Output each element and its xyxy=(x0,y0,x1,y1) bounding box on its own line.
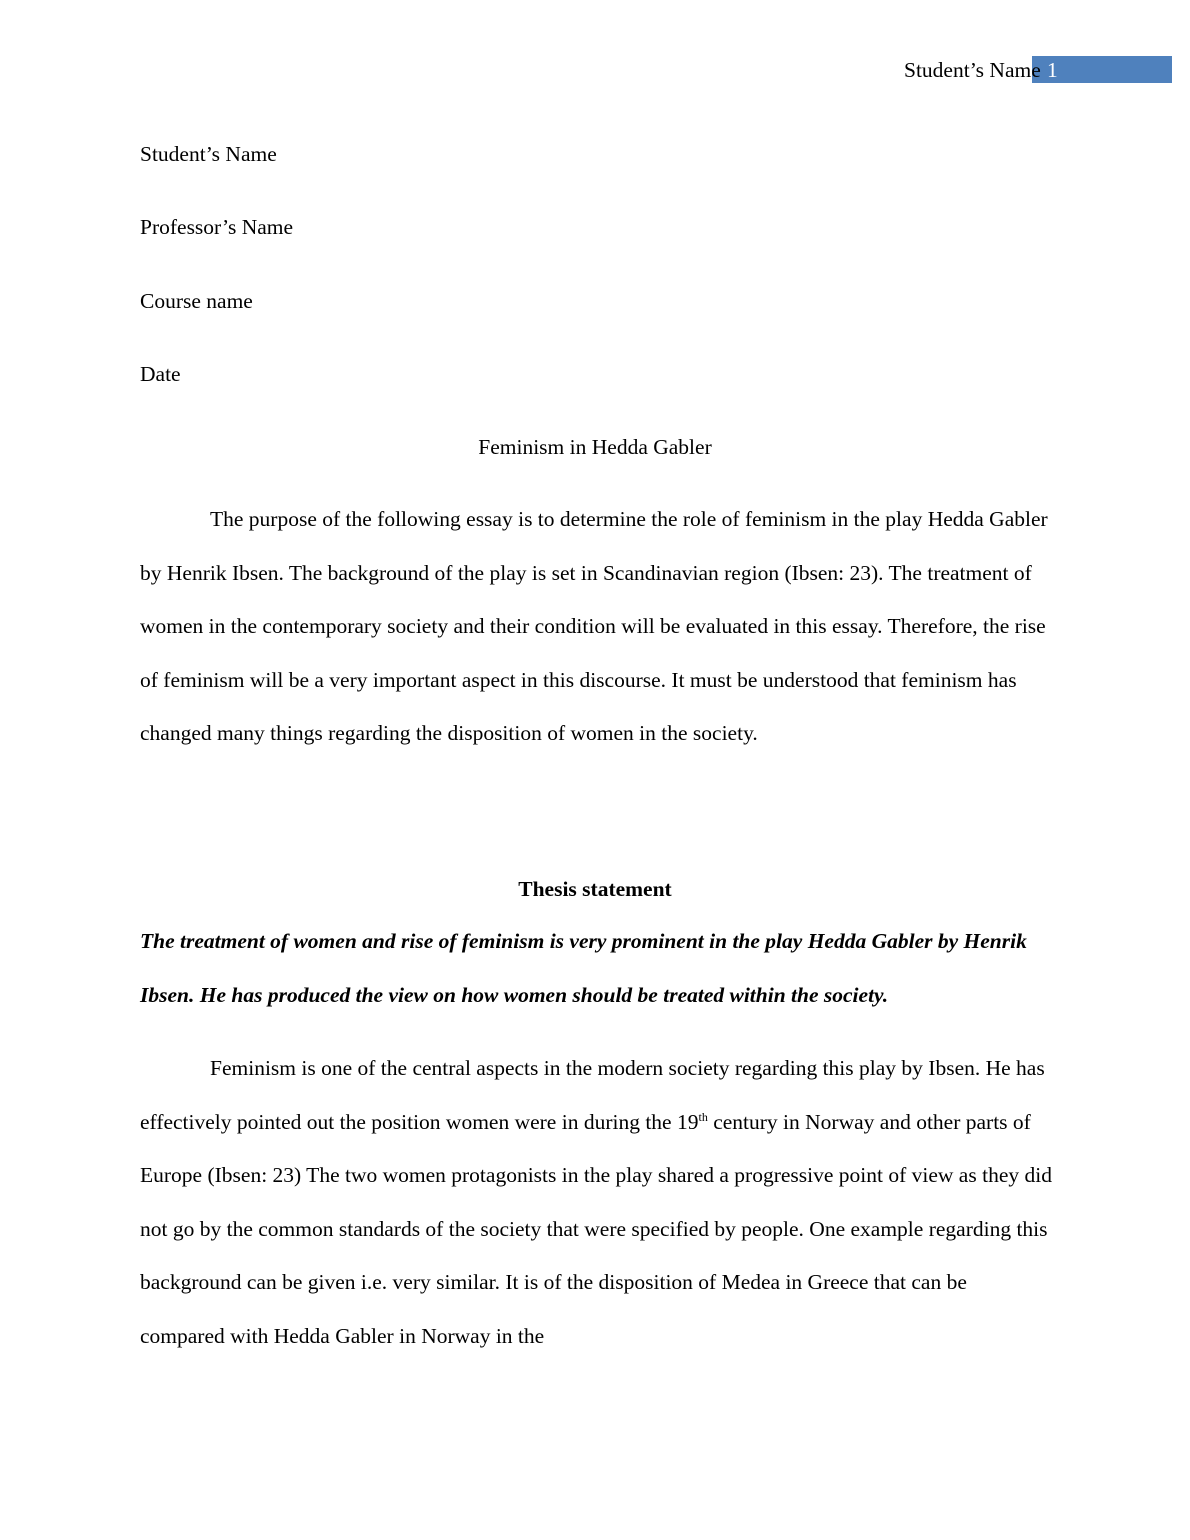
thesis-heading: Thesis statement xyxy=(518,877,672,901)
essay-title: Feminism in Hedda Gabler xyxy=(478,435,712,459)
body-paragraph-part2: century in Norway and other parts of Europe (Ibsen: 23) The two women protagonists in the play shared a progressive point of view as they did not go by the common standards of the society that were specified by people. One example regarding this background can be given i.e. very similar. It is of the disposition of Medea in Greece that can be compared with Hedda Gabler in Norway in the xyxy=(140,1109,1052,1348)
thesis-statement: The treatment of women and rise of feminism is very prominent in the play Hedda Gabler by Henrik Ibsen. He has produced the view on how women should be treated within the society. xyxy=(140,929,1027,1007)
course-name: Course name xyxy=(140,289,253,313)
date: Date xyxy=(140,362,181,386)
ordinal-superscript: th xyxy=(698,1109,708,1124)
running-head: Student’s Name xyxy=(904,58,1041,82)
body-paragraph xyxy=(140,1042,1052,1364)
student-name: Student’s Name xyxy=(140,142,277,166)
body-paragraph-part1: Feminism is one of the central aspects in the modern society regarding this play by Ibsen. He has effectively pointed out the position women were in during the 19 xyxy=(140,1056,1045,1134)
intro-paragraph: The purpose of the following essay is to determine the role of feminism in the play Hedda Gabler by Henrik Ibsen. The background of the play is set in Scandinavian region (Ibsen: 23). The treatment of women in the contemporary society and their condition will be evaluated in this essay. Therefore, the rise of feminism will be a very important aspect in this discourse. It must be understood that feminism has changed many things regarding the disposition of women in the society. xyxy=(140,507,1048,746)
page-number: 1 xyxy=(1047,58,1058,82)
professor-name: Professor’s Name xyxy=(140,215,294,239)
